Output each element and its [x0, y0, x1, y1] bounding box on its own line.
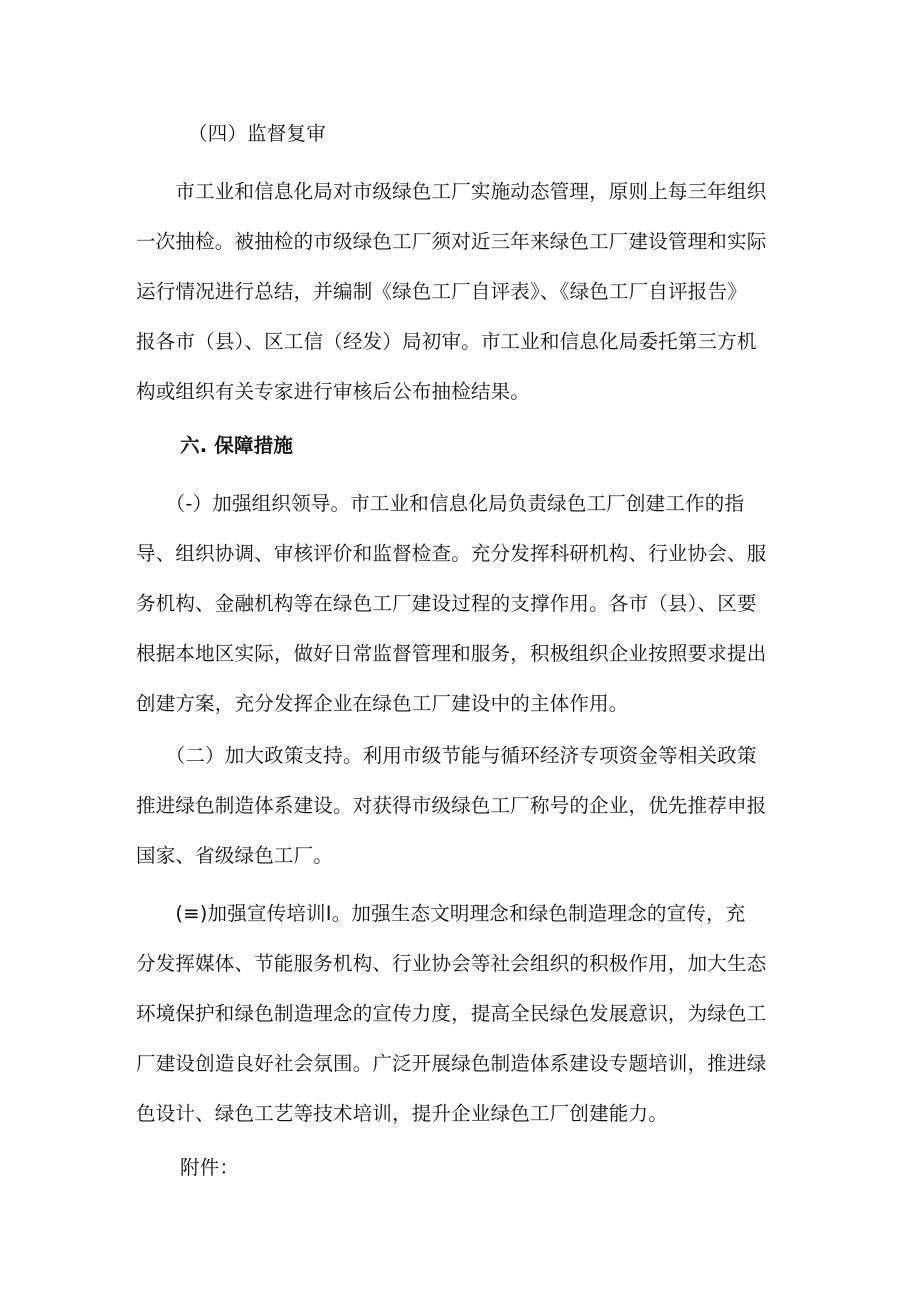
paragraph-line: 一次抽检。被抽检的市级绿色工厂须对近三年来绿色工厂建设管理和实际 [136, 230, 767, 253]
paragraph-line: 厂建设创造良好社会氛围。广泛开展绿色制造体系建设专题培训，推进绿 [136, 1052, 767, 1075]
paragraph-line: 环境保护和绿色制造理念的宣传力度，提高全民绿色发展意识，为绿色工 [136, 1002, 767, 1025]
section-4-heading-block [136, 118, 788, 150]
paragraph-line: 市工业和信息化局对市级绿色工厂实施动态管理，原则上每三年组织 [136, 180, 767, 203]
item-3-paragraph [136, 898, 788, 1130]
paragraph-line: 色设计、绿色工艺等技术培训，提升企业绿色工厂创建能力。 [136, 1102, 668, 1125]
paragraph-line: 分发挥媒体、节能服务机构、行业协会等社会组织的积极作用，加大生态 [136, 952, 767, 975]
attachment-label: 附件： [180, 1156, 240, 1179]
paragraph-line: 国家、省级绿色工厂。 [136, 844, 334, 867]
paragraph-line: 报各市（县）、区工信（经发）局初审。市工业和信息化局委托第三方机 [136, 330, 757, 353]
paragraph-line: 根据本地区实际，做好日常监督管理和服务，积极组织企业按照要求提出 [136, 642, 767, 665]
paragraph-line: （二）加大政策支持。利用市级节能与循环经济专项资金等相关政策 [136, 744, 757, 767]
section-4-paragraph [136, 176, 788, 408]
paragraph-line: 构或组织有关专家进行审核后公布抽检结果。 [136, 380, 531, 403]
paragraph-line: （-）加强组织领导。市工业和信息化局负责绿色工厂创建工作的指 [136, 492, 745, 515]
item-1-paragraph [136, 488, 788, 720]
paragraph-line: 运行情况进行总结，并编制《绿色工厂自评表》、《绿色工厂自评报告》 [136, 280, 747, 303]
paragraph-line: (≡)加强宣传培训Ⅰ。加强生态文明理念和绿色制造理念的宣传，充 [136, 902, 746, 925]
attachment-block [136, 1152, 788, 1184]
paragraph-line: 导、组织协调、审核评价和监督检查。充分发挥科研机构、行业协会、服 [136, 542, 767, 565]
chapter-6-heading: 六. 保障措施 [180, 434, 294, 457]
paragraph-line: 创建方案，充分发挥企业在绿色工厂建设中的主体作用。 [136, 692, 629, 715]
item-2-paragraph [136, 740, 788, 872]
chapter-6-heading-block [136, 430, 788, 462]
paragraph-line: 务机构、金融机构等在绿色工厂建设过程的支撑作用。各市（县）、区要 [136, 592, 757, 615]
section-4-heading: （四）监督复审 [188, 122, 326, 145]
paragraph-line: 推进绿色制造体系建设。对获得市级绿色工厂称号的企业，优先推荐申报 [136, 794, 767, 817]
